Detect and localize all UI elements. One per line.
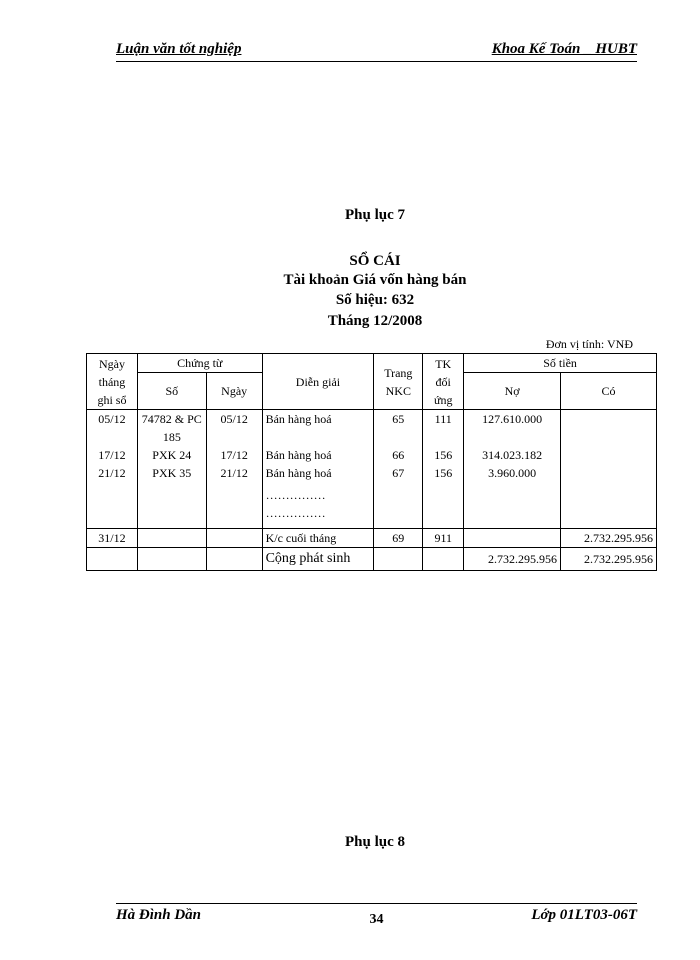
description: …………… xyxy=(265,488,326,502)
journal-page: 66 xyxy=(392,448,405,462)
debit-amount: 3.960.000 xyxy=(488,466,537,480)
spacer xyxy=(266,428,371,446)
spacer xyxy=(90,428,134,446)
header-description: Diễn giải xyxy=(262,354,374,410)
empty-cell xyxy=(206,529,262,548)
header-voucher-no: Số xyxy=(137,373,206,410)
header-journal-page: Trang NKC xyxy=(374,354,423,410)
spacer xyxy=(210,428,259,446)
spacer xyxy=(426,428,460,446)
entry-credits xyxy=(561,410,657,529)
faculty-label: Khoa Kế Toán _ HUBT xyxy=(491,41,637,57)
account-code: Số hiệu: 632 xyxy=(335,292,415,308)
closing-date: 31/12 xyxy=(87,529,138,548)
voucher-date: 05/12 xyxy=(220,412,248,426)
empty-cell xyxy=(137,529,206,548)
header-debit: Nợ xyxy=(464,373,561,410)
class-code: Lớp 01LT03-06T xyxy=(531,907,637,923)
total-credit: 2.732.295.956 xyxy=(561,548,657,571)
entry-date: 05/12 xyxy=(98,412,126,426)
account-name: Tài khoản Giá vốn hàng bán xyxy=(283,272,467,288)
header-amount: Số tiền xyxy=(464,354,657,373)
description: Bán hàng hoá xyxy=(265,466,332,480)
entry-date: 21/12 xyxy=(98,466,126,480)
empty-cell xyxy=(206,548,262,571)
header-voucher-date: Ngày xyxy=(206,373,262,410)
entry-counter-accounts xyxy=(423,410,464,529)
voucher-date: 17/12 xyxy=(220,448,248,462)
header-credit: Có xyxy=(561,373,657,410)
currency-unit: Đơn vị tính: VNĐ xyxy=(545,337,633,351)
debit-amount: 127.610.000 xyxy=(482,412,543,426)
page-number: 34 xyxy=(369,912,384,927)
closing-counter-account: 911 xyxy=(423,529,464,548)
voucher-no: PXK 35 xyxy=(152,466,192,480)
header-record-date: Ngày tháng ghi sổ xyxy=(87,354,138,410)
closing-debit xyxy=(464,529,561,548)
total-debit: 2.732.295.956 xyxy=(464,548,561,571)
spacer xyxy=(467,428,557,446)
header-counter-account: TK đối ứng xyxy=(423,354,464,410)
closing-description: K/c cuối tháng xyxy=(262,529,374,548)
entry-debits xyxy=(464,410,561,529)
journal-page: 65 xyxy=(392,412,405,426)
thesis-label: Luận văn tốt nghiệp xyxy=(116,41,242,57)
entry-journal-pages xyxy=(374,410,423,529)
description: Bán hàng hoá xyxy=(265,448,332,462)
appendix-8-title: Phụ lục 8 xyxy=(344,834,405,850)
spacer xyxy=(377,428,419,446)
empty-cell xyxy=(87,548,138,571)
entry-date: 17/12 xyxy=(98,448,126,462)
entry-voucher-dates xyxy=(206,410,262,529)
total-label: Cộng phát sinh xyxy=(262,548,374,571)
ledger-entries xyxy=(87,410,657,529)
ledger-month: Tháng 12/2008 xyxy=(327,313,423,329)
counter-account: 111 xyxy=(434,412,452,426)
appendix-7-title: Phụ lục 7 xyxy=(344,207,405,223)
header-voucher: Chứng từ xyxy=(137,354,262,373)
voucher-no: PXK 24 xyxy=(152,448,192,462)
description: Bán hàng hoá xyxy=(265,412,332,426)
empty-cell xyxy=(374,548,423,571)
entry-voucher-nos xyxy=(137,410,206,529)
debit-amount: 314.023.182 xyxy=(482,448,543,462)
voucher-date: 21/12 xyxy=(220,466,248,480)
closing-row xyxy=(87,529,657,548)
entry-dates xyxy=(87,410,138,529)
page-header xyxy=(116,40,637,62)
ledger-title: SỔ CÁI xyxy=(349,253,401,269)
table-row xyxy=(87,410,657,529)
closing-credit: 2.732.295.956 xyxy=(561,529,657,548)
author-name: Hà Đình Dần xyxy=(116,907,202,923)
total-row xyxy=(87,548,657,571)
counter-account: 156 xyxy=(434,448,453,462)
counter-account: 156 xyxy=(434,466,453,480)
page-footer xyxy=(116,903,637,928)
description: …………… xyxy=(265,506,326,520)
general-ledger-table xyxy=(86,353,657,571)
journal-page: 67 xyxy=(392,466,405,480)
entry-descriptions xyxy=(262,410,374,529)
voucher-no: 74782 & PC 185 xyxy=(141,412,202,444)
closing-journal-page: 69 xyxy=(374,529,423,548)
empty-cell xyxy=(137,548,206,571)
empty-cell xyxy=(423,548,464,571)
